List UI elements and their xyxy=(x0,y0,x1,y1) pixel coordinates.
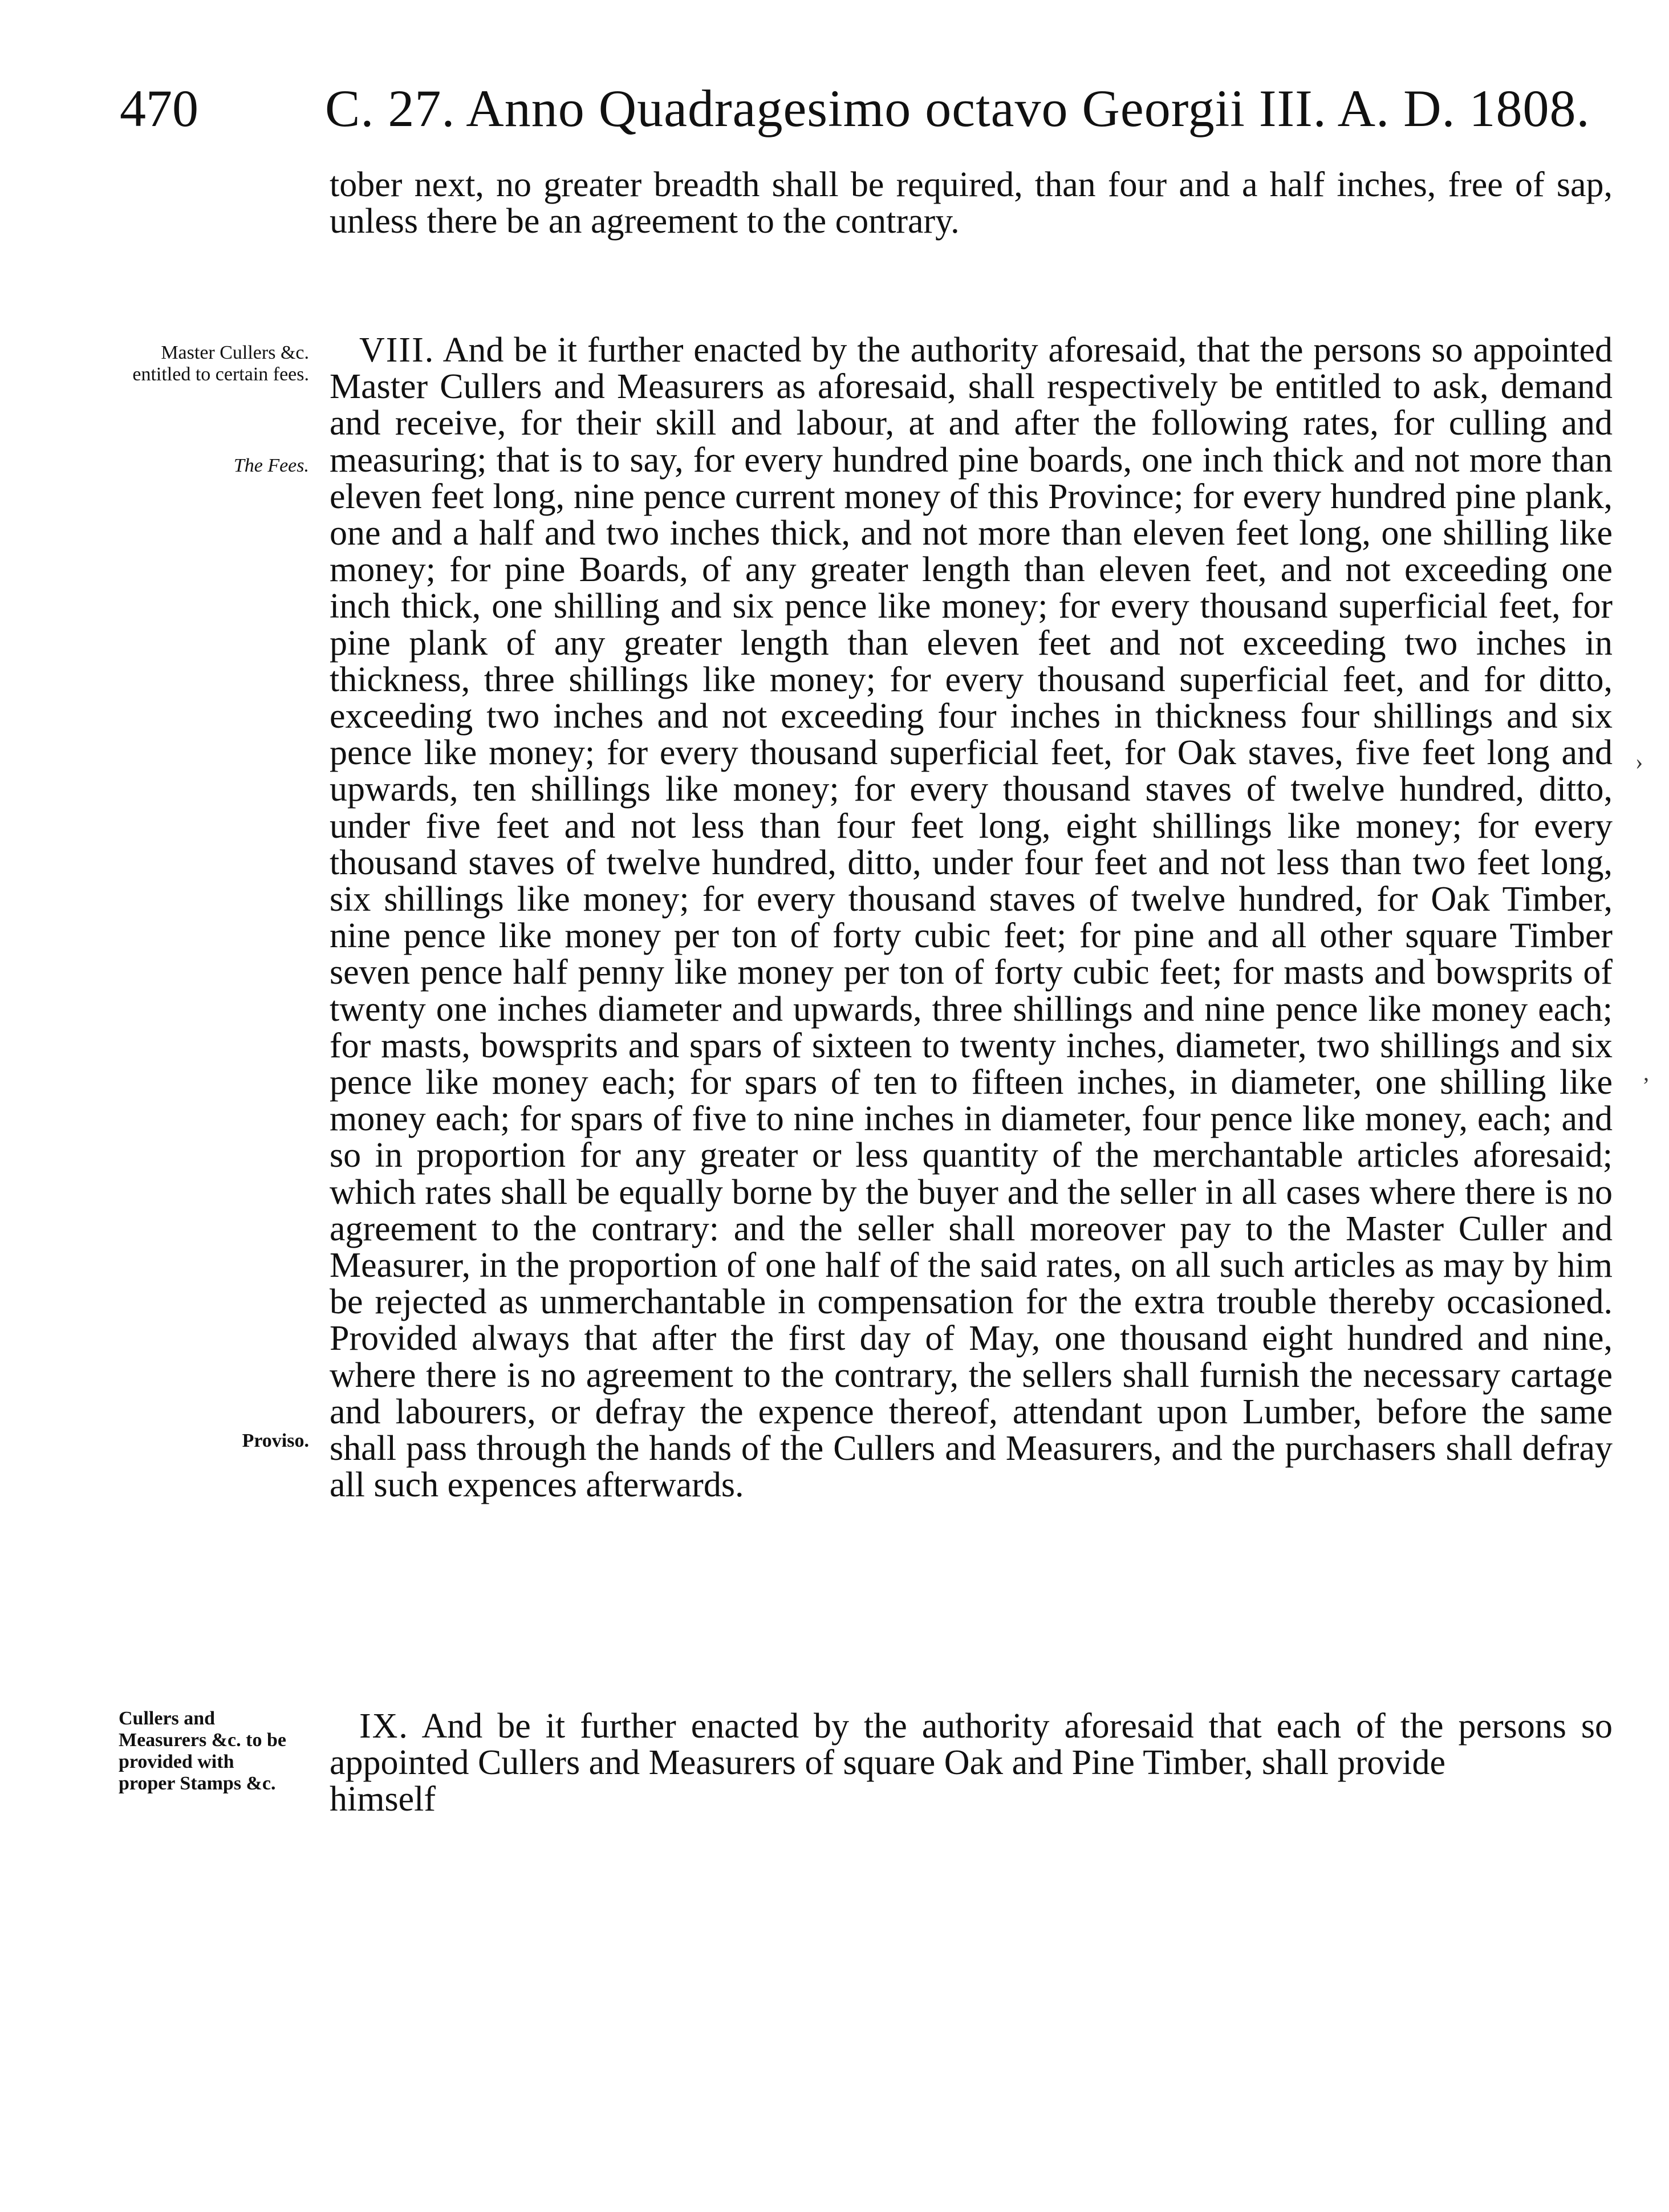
section-ix xyxy=(330,1708,1613,1818)
catchword: himself xyxy=(330,1780,436,1819)
continuation-paragraph xyxy=(330,167,1613,240)
section-viii-number: VIII. xyxy=(359,331,435,370)
section-ix-paragraph xyxy=(330,1708,1613,1781)
section-ix-number: IX. xyxy=(359,1707,409,1746)
section-viii xyxy=(330,332,1613,1504)
section-ix-text: And be it further enacted by the authority aforesaid that each of the persons so appointed Cullers and Measurers of square Oak and Pine Timber, shall provide xyxy=(330,1707,1613,1783)
continuation-text: tober next, no greater breadth shall be required, than four and a half inches, free of sap, unless there be an agreement to the contrary. xyxy=(330,165,1613,241)
margin-mark: › xyxy=(1635,749,1643,774)
margin-note-proviso: Proviso. xyxy=(242,1430,309,1451)
running-title: C. 27. Anno Quadragesimo octavo Georgii III. A. D. 1808. xyxy=(325,79,1590,137)
margin-note-cullers-fees: Master Cullers &c. entitled to certain fees. xyxy=(132,342,309,385)
page-number: 470 xyxy=(120,79,198,137)
margin-mark: ’ xyxy=(1642,1073,1650,1098)
margin-note-stamps: Cullers and Measurers &c. to be provided with proper Stamps &c. xyxy=(119,1708,286,1794)
margin-note-the-fees: The Fees. xyxy=(233,455,309,476)
section-viii-paragraph xyxy=(330,332,1613,1504)
section-viii-text: And be it further enacted by the authority aforesaid, that the persons so appointed Master Cullers and Measurers as aforesaid, shall respectively be entitled to ask, demand and receive, for their skill and labour, at and after the following rates, for culling and measuring; that is to say, for every hundred pine boards, one inch thick and not more than eleven feet long, nine pence current money of this Province; for every hundred pine plank, one and a half and two inches thick, and not more than eleven feet long, one shilling like money; for pine Boards, of any greater length than eleven feet, and not exceeding one inch thick, one shilling and six pence like money; for every thousand superficial feet, for pine plank of any greater length than eleven feet and not exceeding two inches in thickness, three shillings like money; for every thousand superficial feet, and for ditto, exceeding two inches and not exceeding four inches in thickness four shillings and six pence like money; for every thousand superficial feet, for Oak staves, five feet long and upwards, ten shillings like money; for every thousand staves of twelve hundred, ditto, under five feet and not less than four feet long, eight shillings like money; for every thousand staves of twelve hundred, ditto, under four feet and not less than two feet long, six shillings like money; for every thousand staves of twelve hundred, for Oak Timber, nine pence like money per ton of forty cubic feet; for pine and all other square Timber seven pence half penny like money per ton of forty cubic feet; for masts and bowsprits of twenty one inches diameter and upwards, three shillings and nine pence like money each; for masts, bowsprits and spars of sixteen to twenty inches, diameter, two shillings and six pence like money each; for spars of ten to fifteen inches, in diameter, one shilling like money each; for spars of five to nine inches in diameter, four pence like money, each; and so in proportion for any greater or less quantity of the merchantable articles aforesaid; which rates shall be equally borne by the buyer and the seller in all cases where there is no agreement to the contrary: and the seller shall moreover pay to the Master Culler and Measurer, in the proportion of one half of the said rates, on all such articles as may by him be rejected as unmerchantable in compensation for the extra trouble thereby occasioned. Provided always that after the first day of May, one thousand eight hundred and nine, where there is no agreement to the contrary, the sellers shall furnish the necessary cartage and labourers, or defray the expence thereof, attendant upon Lumber, before the same shall pass through the hands of the Cullers and Measurers, and the purchasers shall defray all such expences afterwards. xyxy=(330,331,1613,1505)
page-header xyxy=(120,74,1614,143)
